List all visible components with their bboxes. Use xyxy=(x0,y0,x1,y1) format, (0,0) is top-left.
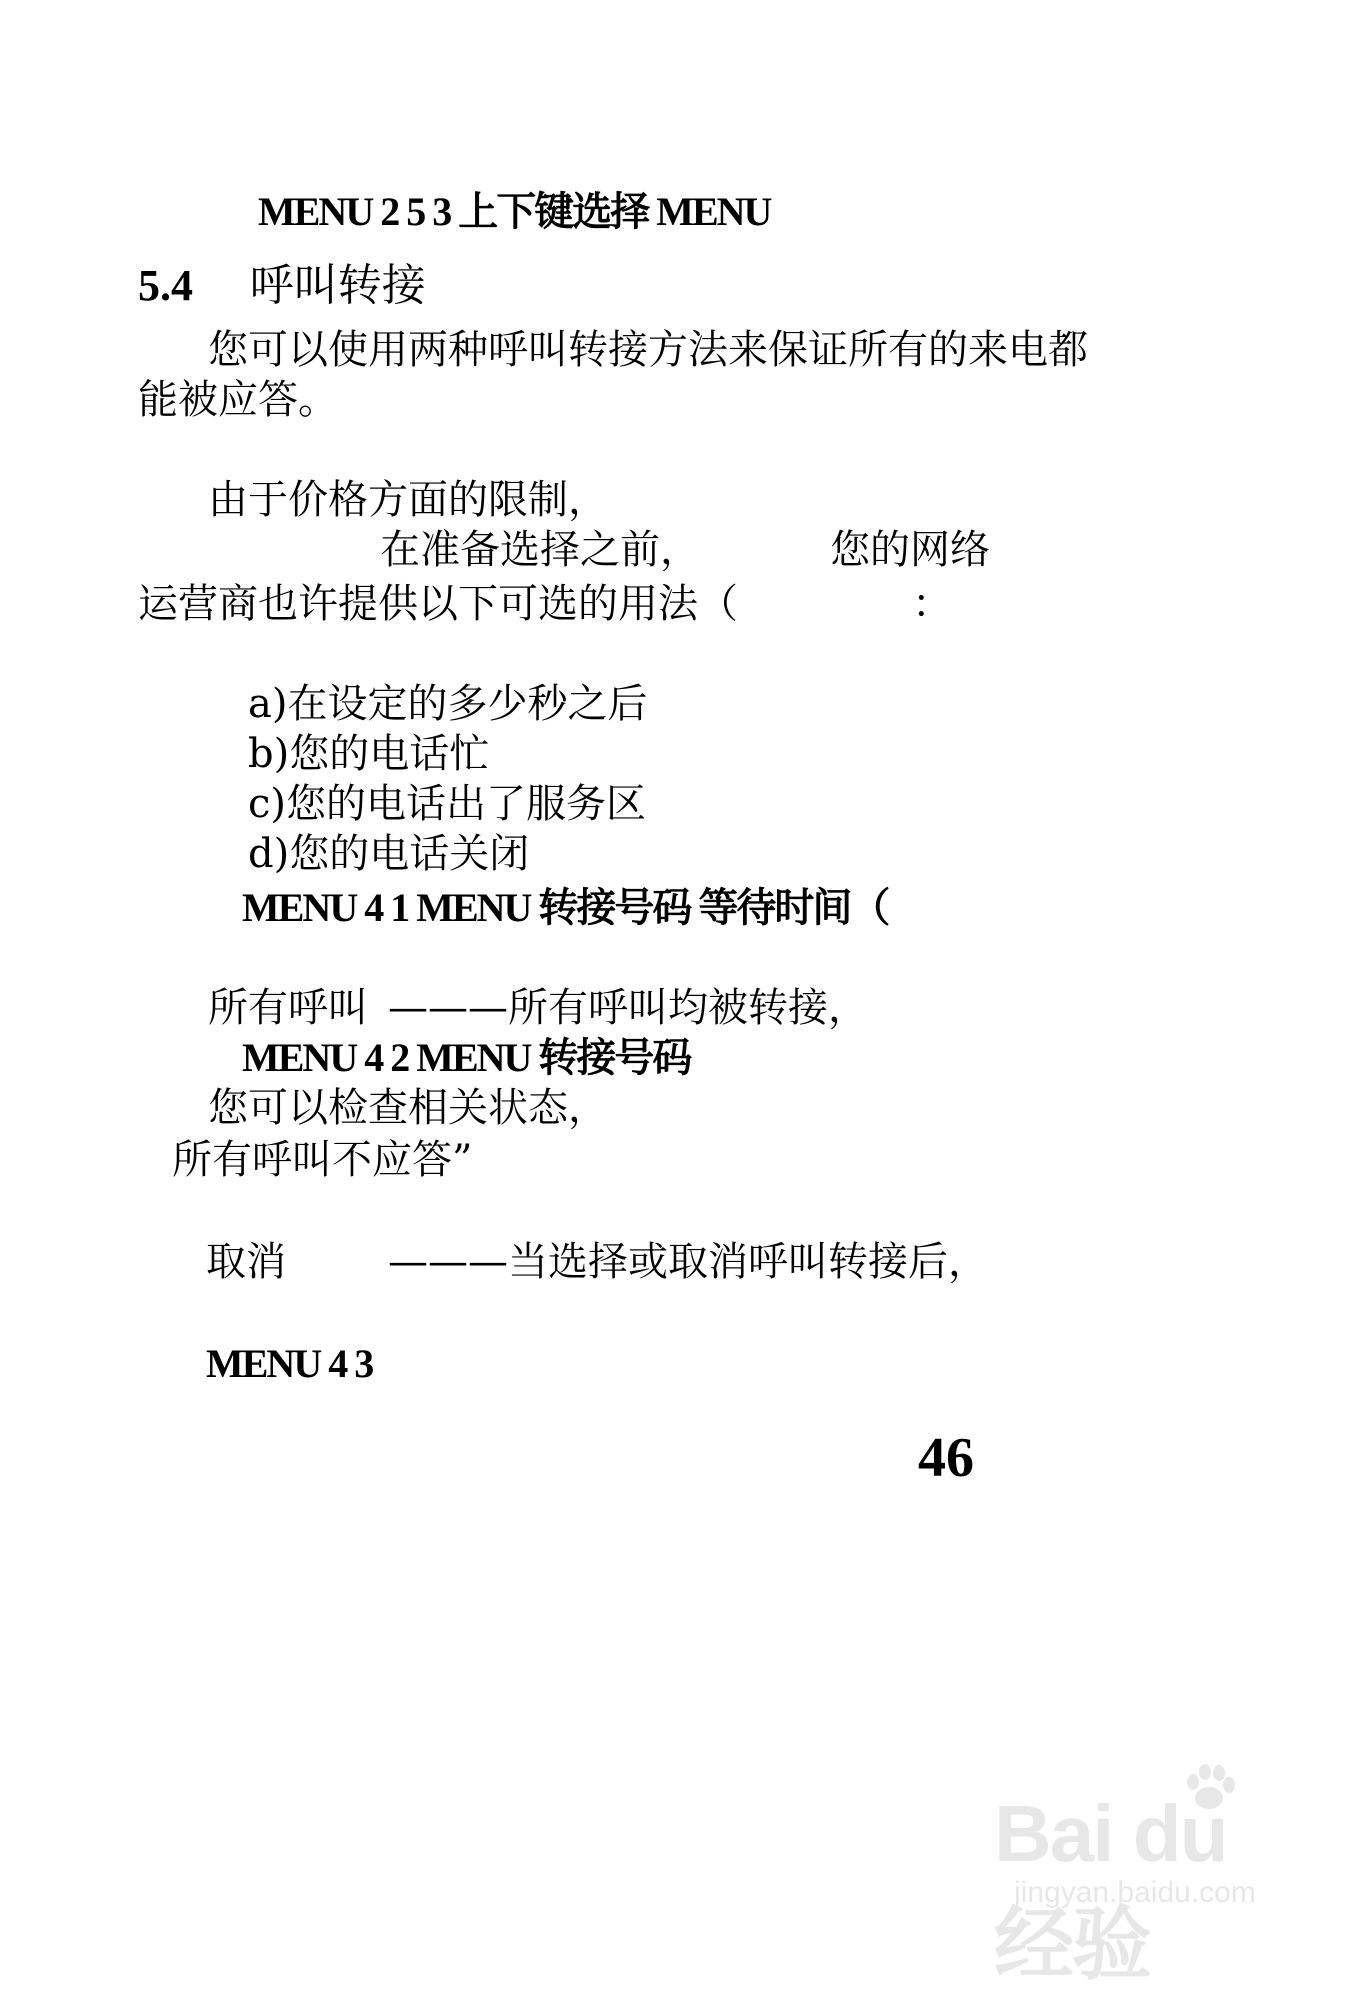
menu-path-41: MENU 4 1 MENU 转接号码 等待时间（ xyxy=(242,885,889,930)
section-title: 呼叫转接 xyxy=(249,260,426,311)
list-item: c)您的电话出了服务区 xyxy=(248,781,647,827)
paragraph-line: 您的网络 xyxy=(830,527,990,573)
cancel-description: ———当选择或取消呼叫转接后， xyxy=(388,1239,988,1285)
paragraph-line: ： xyxy=(912,581,952,627)
list-item: d)您的电话关闭 xyxy=(248,831,530,877)
watermark-brand: Bai du 经验 xyxy=(994,1789,1227,1989)
watermark xyxy=(994,1758,1324,1989)
menu-path-43: MENU 4 3 xyxy=(206,1341,373,1386)
watermark-url: jingyan.baidu.com xyxy=(1014,1876,1256,1909)
paragraph-line: 所有呼叫不应答” xyxy=(172,1137,473,1183)
paragraph-line: 由于价格方面的限制， xyxy=(208,477,608,523)
paragraph-line: 在准备选择之前， xyxy=(380,527,700,573)
list-item: a)在设定的多少秒之后 xyxy=(248,681,648,727)
paragraph-line: 您可以检查相关状态， xyxy=(208,1085,608,1131)
section-number: 5.4 xyxy=(138,261,193,310)
cancel-label: 取消 xyxy=(206,1239,286,1285)
all-calls-label: 所有呼叫 xyxy=(208,985,368,1031)
paragraph-line: 您可以使用两种呼叫转接方法来保证所有的来电都 xyxy=(208,327,1088,373)
all-calls-description: ———所有呼叫均被转接， xyxy=(388,985,868,1031)
page-number: 46 xyxy=(918,1427,974,1489)
section-heading xyxy=(138,262,426,311)
paragraph-line: 运营商也许提供以下可选的用法（ xyxy=(138,581,738,627)
list-item: b)您的电话忙 xyxy=(248,731,490,777)
menu-path-253: MENU 2 5 3 上下键选择 MENU xyxy=(258,189,771,234)
paragraph-line: 能被应答。 xyxy=(138,377,338,423)
menu-path-42: MENU 4 2 MENU 转接号码 xyxy=(242,1035,691,1080)
